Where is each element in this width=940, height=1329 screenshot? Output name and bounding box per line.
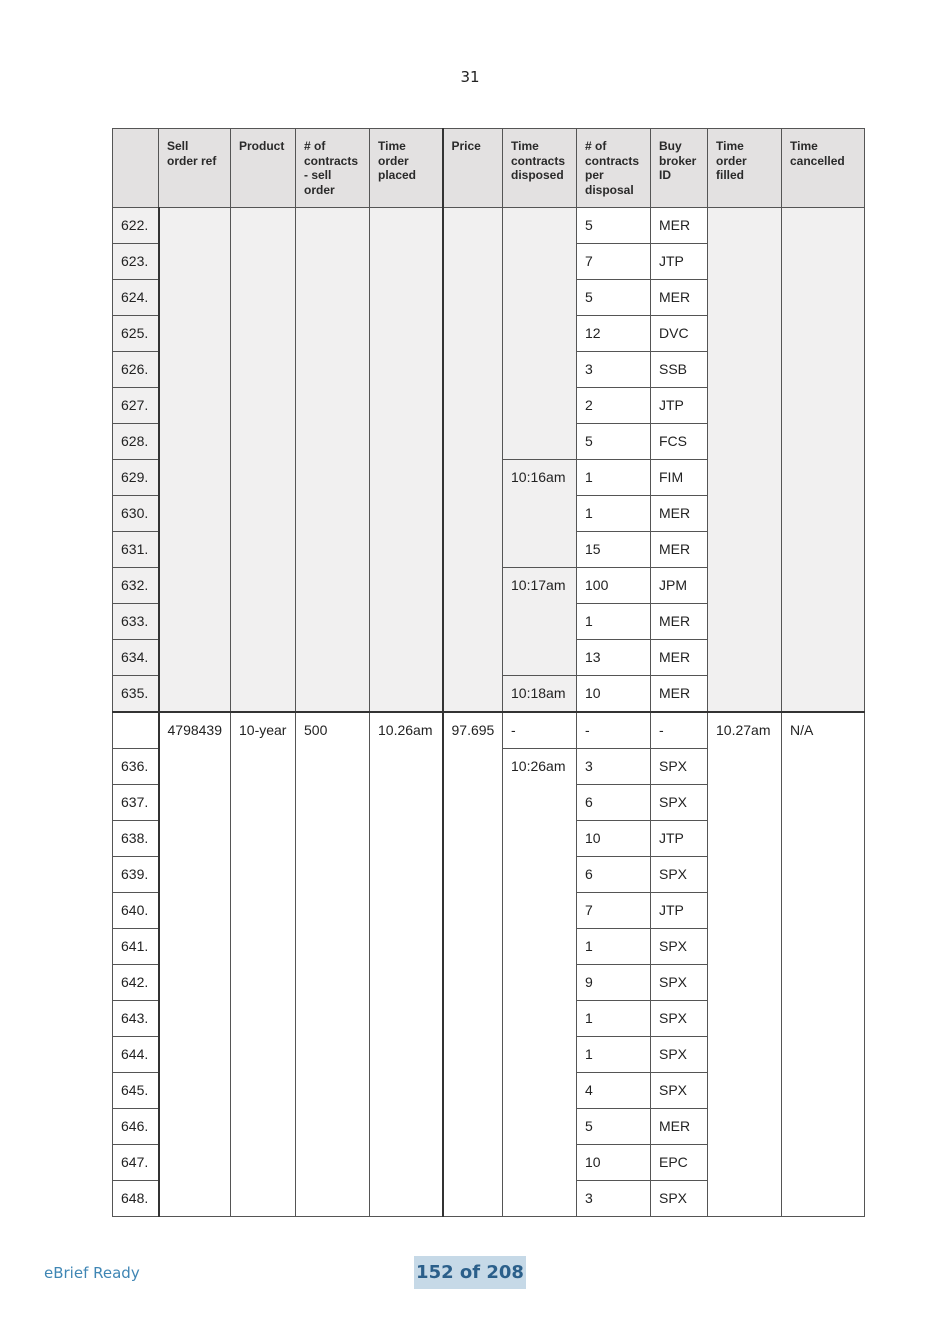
header-price: Price xyxy=(443,129,503,208)
time-order-filled-cell xyxy=(708,208,782,713)
buy-broker-id-cell: SPX xyxy=(651,749,708,785)
row-number: 631. xyxy=(113,532,159,568)
row-number: 630. xyxy=(113,496,159,532)
row-number: 642. xyxy=(113,965,159,1001)
row-number: 626. xyxy=(113,352,159,388)
time-contracts-disposed-cell: 10:18am xyxy=(503,676,577,713)
order-group-1 xyxy=(113,208,865,713)
time-contracts-disposed-cell: 10:26am xyxy=(503,749,577,1217)
ebrief-brand: eBrief Ready xyxy=(44,1264,140,1282)
buy-broker-id-cell: - xyxy=(651,712,708,749)
row-number: 640. xyxy=(113,893,159,929)
row-number: 632. xyxy=(113,568,159,604)
table-row xyxy=(113,208,865,244)
row-number: 636. xyxy=(113,749,159,785)
contracts-per-disposal-cell: 2 xyxy=(577,388,651,424)
buy-broker-id-cell: EPC xyxy=(651,1145,708,1181)
buy-broker-id-cell: SPX xyxy=(651,929,708,965)
contracts-per-disposal-cell: 1 xyxy=(577,1001,651,1037)
contracts-per-disposal-cell: 15 xyxy=(577,532,651,568)
row-number: 627. xyxy=(113,388,159,424)
header-row xyxy=(113,129,865,208)
contracts-per-disposal-cell: 5 xyxy=(577,208,651,244)
contracts-per-disposal-cell: 9 xyxy=(577,965,651,1001)
page-number: 31 xyxy=(460,68,480,86)
contracts-per-disposal-cell: - xyxy=(577,712,651,749)
row-number: 622. xyxy=(113,208,159,244)
contracts-per-disposal-cell: 10 xyxy=(577,821,651,857)
row-number: 628. xyxy=(113,424,159,460)
row-number: 641. xyxy=(113,929,159,965)
contracts-per-disposal-cell: 10 xyxy=(577,1145,651,1181)
row-number: 634. xyxy=(113,640,159,676)
row-number: 623. xyxy=(113,244,159,280)
contracts-per-disposal-cell: 7 xyxy=(577,893,651,929)
header-time-contracts-disposed: Time contracts disposed xyxy=(503,129,577,208)
contracts-per-disposal-cell: 1 xyxy=(577,604,651,640)
page-counter: 152 of 208 xyxy=(414,1256,526,1289)
header-time-order-placed: Time order placed xyxy=(370,129,443,208)
buy-broker-id-cell: JTP xyxy=(651,893,708,929)
row-number: 646. xyxy=(113,1109,159,1145)
buy-broker-id-cell: SPX xyxy=(651,1001,708,1037)
price-cell xyxy=(443,208,503,713)
row-number: 639. xyxy=(113,857,159,893)
time-contracts-disposed-cell: - xyxy=(503,712,577,749)
contracts-per-disposal-cell: 10 xyxy=(577,676,651,713)
contracts-per-disposal-cell: 5 xyxy=(577,424,651,460)
buy-broker-id-cell: MER xyxy=(651,532,708,568)
contracts-per-disposal-cell: 4 xyxy=(577,1073,651,1109)
contracts-per-disposal-cell: 1 xyxy=(577,1037,651,1073)
contracts-sell-order-cell: 500 xyxy=(296,712,370,1217)
time-order-filled-cell: 10.27am xyxy=(708,712,782,1217)
row-number: 643. xyxy=(113,1001,159,1037)
contracts-per-disposal-cell: 1 xyxy=(577,496,651,532)
header-contracts-per-disposal: # of contracts per disposal xyxy=(577,129,651,208)
row-number: 638. xyxy=(113,821,159,857)
buy-broker-id-cell: JTP xyxy=(651,821,708,857)
contracts-per-disposal-cell: 1 xyxy=(577,929,651,965)
contracts-per-disposal-cell: 12 xyxy=(577,316,651,352)
order-group-2 xyxy=(113,712,865,1217)
row-number: 624. xyxy=(113,280,159,316)
row-number: 625. xyxy=(113,316,159,352)
time-contracts-disposed-cell xyxy=(503,208,577,460)
header-time-cancelled: Time cancelled xyxy=(782,129,865,208)
header-time-order-filled: Time order filled xyxy=(708,129,782,208)
price-cell: 97.695 xyxy=(443,712,503,1217)
contracts-per-disposal-cell: 3 xyxy=(577,749,651,785)
sell-order-ref-cell xyxy=(159,208,231,713)
buy-broker-id-cell: JTP xyxy=(651,244,708,280)
time-contracts-disposed-cell: 10:17am xyxy=(503,568,577,676)
row-number: 637. xyxy=(113,785,159,821)
header-index xyxy=(113,129,159,208)
time-cancelled-cell xyxy=(782,208,865,713)
product-cell xyxy=(231,208,296,713)
contracts-per-disposal-cell: 100 xyxy=(577,568,651,604)
time-order-placed-cell xyxy=(370,208,443,713)
header-buy-broker-id: Buy broker ID xyxy=(651,129,708,208)
time-contracts-disposed-cell: 10:16am xyxy=(503,460,577,568)
row-number xyxy=(113,712,159,749)
contracts-per-disposal-cell: 5 xyxy=(577,1109,651,1145)
contracts-per-disposal-cell: 6 xyxy=(577,785,651,821)
buy-broker-id-cell: JPM xyxy=(651,568,708,604)
row-number: 644. xyxy=(113,1037,159,1073)
row-number: 635. xyxy=(113,676,159,713)
contracts-per-disposal-cell: 13 xyxy=(577,640,651,676)
order-summary-row xyxy=(113,712,865,749)
buy-broker-id-cell: MER xyxy=(651,496,708,532)
row-number: 648. xyxy=(113,1181,159,1217)
contracts-per-disposal-cell: 3 xyxy=(577,352,651,388)
buy-broker-id-cell: SPX xyxy=(651,785,708,821)
product-cell: 10-year xyxy=(231,712,296,1217)
row-number: 629. xyxy=(113,460,159,496)
buy-broker-id-cell: SPX xyxy=(651,1037,708,1073)
buy-broker-id-cell: SSB xyxy=(651,352,708,388)
buy-broker-id-cell: SPX xyxy=(651,857,708,893)
buy-broker-id-cell: MER xyxy=(651,640,708,676)
time-cancelled-cell: N/A xyxy=(782,712,865,1217)
trades-table xyxy=(112,128,865,1217)
contracts-sell-order-cell xyxy=(296,208,370,713)
buy-broker-id-cell: MER xyxy=(651,208,708,244)
row-number: 633. xyxy=(113,604,159,640)
buy-broker-id-cell: FIM xyxy=(651,460,708,496)
sell-order-ref-cell: 4798439 xyxy=(159,712,231,1217)
contracts-per-disposal-cell: 3 xyxy=(577,1181,651,1217)
buy-broker-id-cell: MER xyxy=(651,1109,708,1145)
time-order-placed-cell: 10.26am xyxy=(370,712,443,1217)
buy-broker-id-cell: MER xyxy=(651,604,708,640)
buy-broker-id-cell: SPX xyxy=(651,1073,708,1109)
row-number: 645. xyxy=(113,1073,159,1109)
contracts-per-disposal-cell: 5 xyxy=(577,280,651,316)
buy-broker-id-cell: DVC xyxy=(651,316,708,352)
header-product: Product xyxy=(231,129,296,208)
contracts-per-disposal-cell: 6 xyxy=(577,857,651,893)
buy-broker-id-cell: MER xyxy=(651,676,708,713)
contracts-per-disposal-cell: 7 xyxy=(577,244,651,280)
contracts-per-disposal-cell: 1 xyxy=(577,460,651,496)
buy-broker-id-cell: SPX xyxy=(651,965,708,1001)
buy-broker-id-cell: SPX xyxy=(651,1181,708,1217)
header-contracts-sell-order: # of contracts - sell order xyxy=(296,129,370,208)
buy-broker-id-cell: JTP xyxy=(651,388,708,424)
header-sell-order-ref: Sell order ref xyxy=(159,129,231,208)
buy-broker-id-cell: MER xyxy=(651,280,708,316)
buy-broker-id-cell: FCS xyxy=(651,424,708,460)
row-number: 647. xyxy=(113,1145,159,1181)
